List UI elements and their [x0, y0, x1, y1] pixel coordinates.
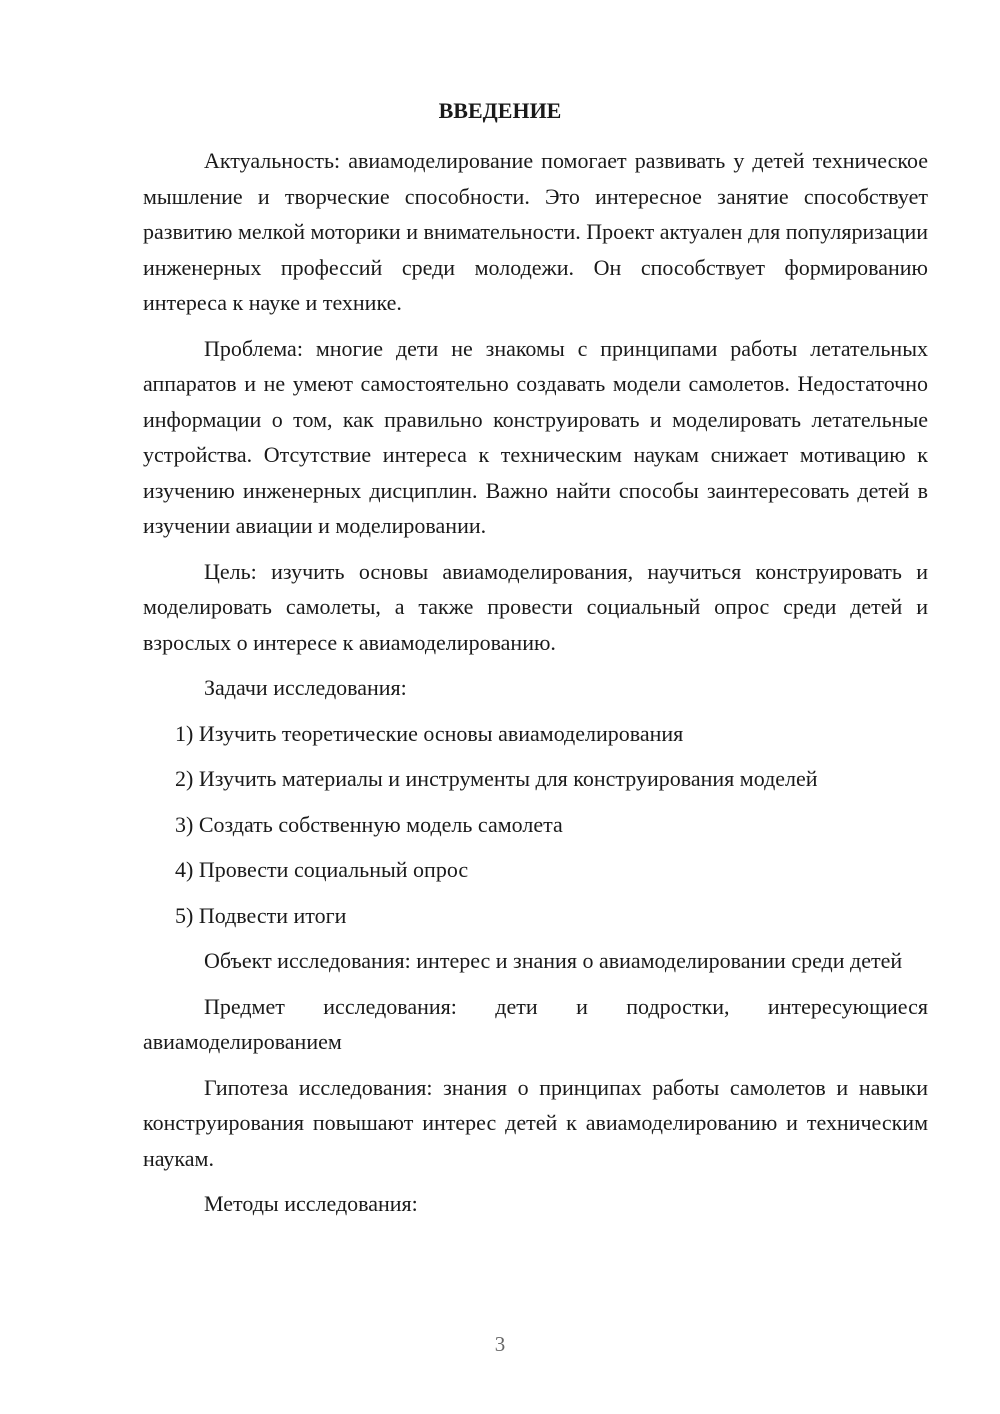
paragraph-hypothesis: Гипотеза исследования: знания о принципах работы самолетов и навыки конструирования повышают интерес детей к авиамоделированию и техническим наукам. — [143, 1074, 928, 1171]
paragraph-object: Объект исследования: интерес и знания о авиамоделировании среди детей — [204, 948, 903, 973]
page-title: ВВЕДЕНИЕ — [438, 98, 562, 123]
list-item: 1) Изучить теоретические основы авиамоделирования — [175, 720, 684, 746]
page-number: 3 — [494, 1332, 506, 1356]
list-item: 4) Провести социальный опрос — [175, 857, 469, 882]
list-item: 2) Изучить материалы и инструменты для конструирования моделей — [175, 766, 818, 791]
list-item: 3) Создать собственную модель самолета — [175, 811, 563, 837]
tasks-list — [143, 716, 928, 934]
paragraph-relevance: Актуальность: авиамоделирование помогает развивать у детей техническое мышление и творческие способности. Это интересное занятие способствует развитию мелкой моторики и внимательности. Проект актуален для популяризации инженерных профессий среди молодежи. Он способствует формированию интереса к науке и технике. — [143, 148, 928, 315]
methods-title: Методы исследования: — [204, 1191, 418, 1216]
list-item: 5) Подвести итоги — [175, 902, 347, 928]
tasks-title: Задачи исследования: — [204, 675, 407, 700]
paragraph-problem: Проблема: многие дети не знакомы с принципами работы летательных аппаратов и не умеют самостоятельно создавать модели самолетов. Недостаточно информации о том, как правильно конструировать и моделировать летательные устройства. Отсутствие интереса к техническим наукам снижает мотивацию к изучению инженерных дисциплин. Важно найти способы заинтересовать детей в изучении авиации и моделировании. — [143, 335, 928, 538]
document-body — [143, 143, 928, 1232]
paragraph-subject: Предмет исследования: дети и подростки, интересующиеся авиамоделированием — [143, 993, 928, 1054]
paragraph-goal: Цель: изучить основы авиамоделирования, научиться конструировать и моделировать самолеты, а также провести социальный опрос среди детей и взрослых о интересе к авиамоделированию. — [143, 558, 928, 655]
